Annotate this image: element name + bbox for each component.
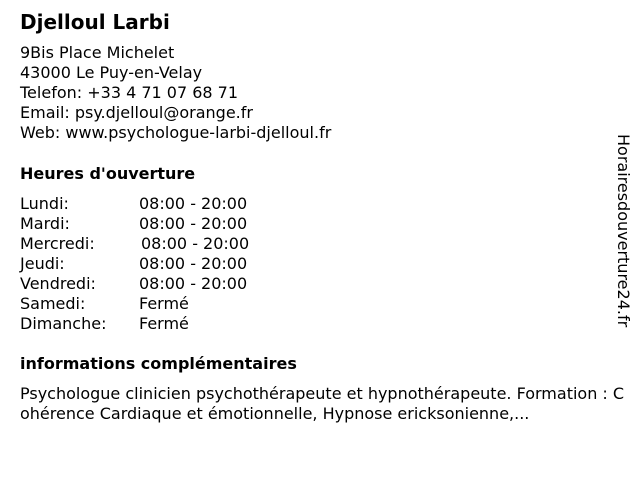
day-label: Mardi: bbox=[20, 214, 70, 233]
additional-info-heading: informations complémentaires bbox=[20, 354, 297, 373]
address-line-city: 43000 Le Puy-en-Velay bbox=[20, 63, 203, 82]
hours-row-thursday bbox=[20, 254, 280, 274]
additional-info-text: Psychologue clinicien psychothérapeute et hypnothérapeute. Formation : Cohérence Cardiaque et émotionnelle, Hypnose ericksonienne,... bbox=[20, 384, 625, 423]
contact-block bbox=[20, 43, 331, 143]
hours-row-friday bbox=[20, 274, 280, 294]
hours-value: 08:00 - 20:00 bbox=[139, 194, 248, 213]
hours-value: Fermé bbox=[139, 314, 189, 333]
hours-row-wednesday bbox=[20, 234, 280, 254]
web-line: Web: www.psychologue-larbi-djelloul.fr bbox=[20, 123, 332, 142]
day-label: Vendredi: bbox=[20, 274, 96, 293]
phone-line: Telefon: +33 4 71 07 68 71 bbox=[20, 83, 239, 102]
opening-hours-heading: Heures d'ouverture bbox=[20, 164, 196, 183]
site-brand-watermark: Horairesdouverture24.fr bbox=[614, 134, 633, 328]
business-name: Djelloul Larbi bbox=[20, 10, 170, 34]
hours-value: 08:00 - 20:00 bbox=[139, 214, 248, 233]
hours-value: 08:00 - 20:00 bbox=[141, 234, 250, 253]
hours-row-tuesday bbox=[20, 214, 280, 234]
email-line: Email: psy.djelloul@orange.fr bbox=[20, 103, 253, 122]
hours-value: 08:00 - 20:00 bbox=[139, 274, 248, 293]
day-label: Jeudi: bbox=[20, 254, 65, 273]
day-label: Samedi: bbox=[20, 294, 86, 313]
hours-value: 08:00 - 20:00 bbox=[139, 254, 248, 273]
address-line-street: 9Bis Place Michelet bbox=[20, 43, 175, 62]
day-label: Mercredi: bbox=[20, 234, 95, 253]
hours-row-monday bbox=[20, 194, 280, 214]
opening-hours-table bbox=[20, 194, 280, 334]
hours-value: Fermé bbox=[139, 294, 189, 313]
hours-row-sunday bbox=[20, 314, 280, 334]
hours-row-saturday bbox=[20, 294, 280, 314]
day-label: Dimanche: bbox=[20, 314, 107, 333]
day-label: Lundi: bbox=[20, 194, 69, 213]
